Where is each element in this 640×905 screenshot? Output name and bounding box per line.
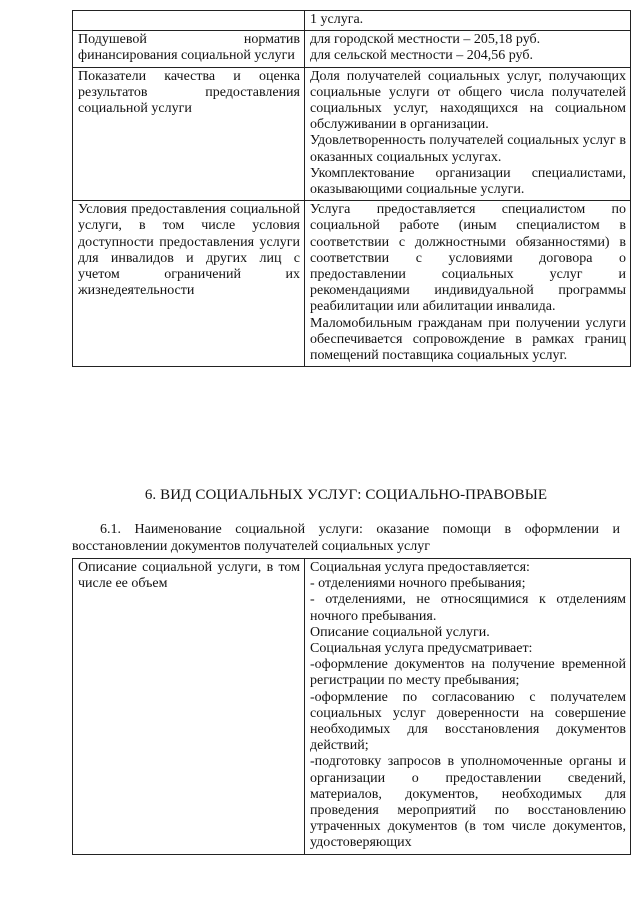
services-table-continuation [72,10,631,367]
cell-paragraph: -оформление по согласованию с получателем социальных услуг доверенности на совершение необходимых для восстановления документов действий; [310,689,626,754]
table-cell-label [73,31,305,67]
cell-paragraph: Подушевой норматив финансирования социальной услуги [78,32,300,64]
table-cell-value [305,11,631,31]
cell-paragraph: для городской местности – 205,18 руб. [310,32,541,48]
cell-paragraph: Описание социальной услуги, в том числе ее объем [78,560,300,592]
cell-paragraph: Доля получателей социальных услуг, получающих социальные услуги от общего числа получателей социальных услуг, находящихся на социальном обслуживании в организации. [310,68,626,133]
table-cell-label [73,11,305,31]
cell-paragraph: 1 услуга. [310,12,364,27]
table-cell-value [305,67,631,201]
table-cell-value [305,201,631,367]
table-row [73,11,631,31]
cell-paragraph: для сельской местности – 204,56 руб. [310,48,533,64]
table-row [73,67,631,201]
table-row [73,559,631,855]
table-row [73,31,631,67]
cell-paragraph: Описание социальной услуги. [310,624,490,640]
cell-paragraph: Социальная услуга предусматривает: [310,641,533,657]
table-cell-value [305,31,631,67]
cell-paragraph: -оформление документов на получение временной регистрации по месту пребывания; [310,657,626,689]
cell-paragraph: Условия предоставления социальной услуги, в том числе условия доступности предоставления услуги для инвалидов и других лиц с учетом ограничений их жизнедеятельности [78,202,300,299]
section-heading: 6. ВИД СОЦИАЛЬНЫХ УСЛУГ: СОЦИАЛЬНО-ПРАВОВЫЕ [144,487,548,503]
table-row [73,201,631,367]
cell-paragraph: - отделениями ночного пребывания; [310,576,526,592]
cell-paragraph: Маломобильным гражданам при получении услуги обеспечивается сопровождение в рамках границ помещений поставщика социальных услуг. [310,315,626,364]
cell-paragraph: - отделениями, не относящимися к отделениям ночного пребывания. [310,592,626,624]
service-description-table [72,558,631,855]
cell-paragraph: Укомплектование организации специалистами, оказывающими социальные услуги. [310,165,626,198]
table-cell-label [73,201,305,367]
cell-paragraph: Услуга предоставляется специалистом по социальной работе (иным специалистом в соответствии с должностными обязанностями) в соответствии с условиями договора о предоставлении социальных услуг и рекомендациями индивидуальной программы реабилитации или абилитации инвалида. [310,202,626,315]
service-name-paragraph: 6.1. Наименование социальной услуги: оказание помощи в оформлении и восстановлении документов получателей социальных услуг [72,522,620,554]
table-cell-label [73,559,305,855]
cell-paragraph: -подготовку запросов в уполномоченные органы и организации о предоставлении сведений, материалов, документов, необходимых для проведения мероприятий по восстановлению утраченных документов (в том числе документов, удостоверяющих [310,754,626,851]
cell-paragraph: Удовлетворенность получателей социальных услуг в оказанных социальных услугах. [310,133,626,165]
cell-paragraph: Показатели качества и оценка результатов предоставления социальной услуги [78,68,300,117]
table-cell-value [305,559,631,855]
table-cell-label [73,67,305,201]
cell-paragraph: Социальная услуга предоставляется: [310,560,530,575]
